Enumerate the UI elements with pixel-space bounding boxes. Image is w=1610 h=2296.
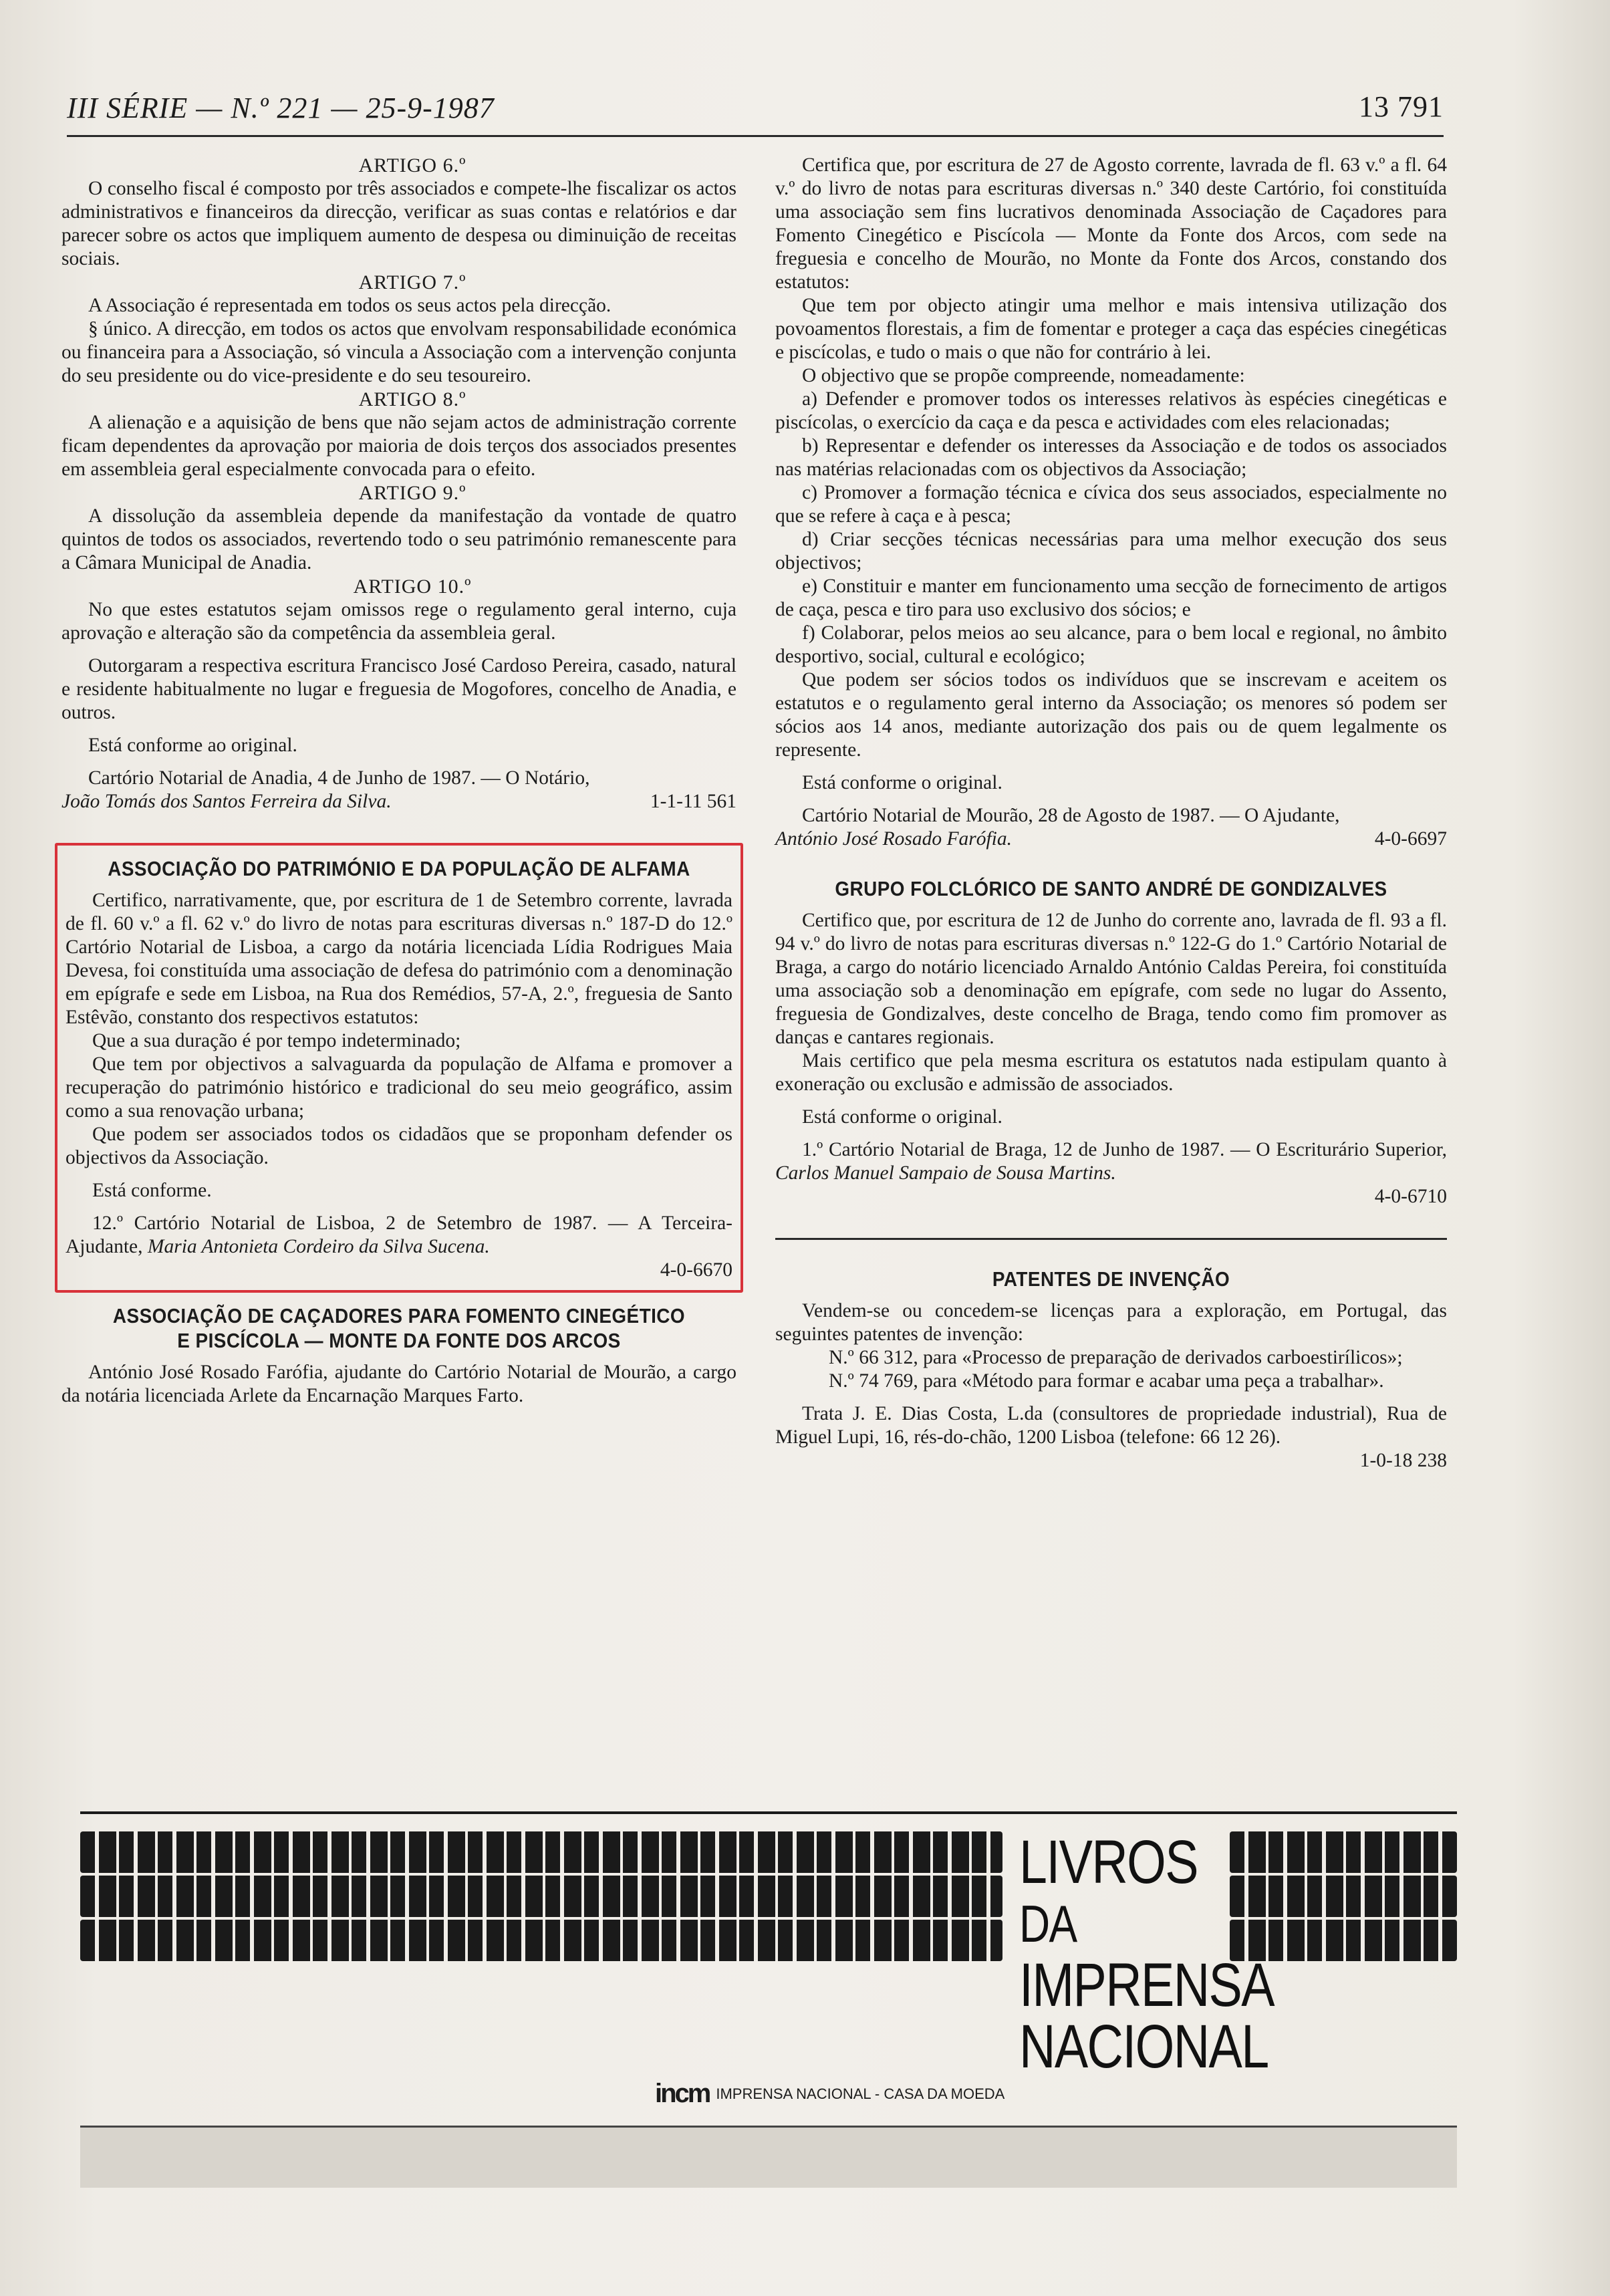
reference-code: 1-1-11 561 xyxy=(650,791,736,812)
patentes-ref: 1-0-18 238 xyxy=(1359,1450,1447,1471)
footer-rule xyxy=(80,1811,1457,1814)
page-header xyxy=(67,87,1444,137)
publisher-logo xyxy=(655,2079,1029,2109)
section-divider xyxy=(775,1238,1447,1240)
article-9-title: ARTIGO 9.º xyxy=(358,482,466,504)
alfama-cartorio-text: 12.º Cartório Notarial de Lisboa, 2 de Setembro de 1987. — A Terceira-Ajudante, xyxy=(65,1213,732,1257)
article-10-text: No que estes estatutos sejam omissos rege o regulamento geral interno, cuja aprovação e alteração são da competência da assembleia geral. xyxy=(61,599,736,644)
patentes-paragraph: Vendem-se ou concedem-se licenças para a exploração, em Portugal, das seguintes patentes de invenção: xyxy=(775,1300,1447,1345)
cacadores-heading-line: ASSOCIAÇÃO DE CAÇADORES PARA FOMENTO CINEGÉTICO xyxy=(112,1304,686,1327)
alfama-notice xyxy=(55,843,743,1293)
banner-title xyxy=(1019,1828,1326,2081)
imprensa-nacional-banner xyxy=(80,1828,1457,2108)
banner-title-line: IMPRENSA xyxy=(1019,1951,1274,2019)
page-footer-bar xyxy=(80,2126,1457,2188)
cacadores-heading-line: E PISCÍCOLA — MONTE DA FONTE DOS ARCOS xyxy=(177,1329,621,1352)
patentes-heading: PATENTES DE INVENÇÃO xyxy=(992,1267,1230,1291)
article-7-title: ARTIGO 7.º xyxy=(358,271,466,293)
alfama-conforme: Está conforme. xyxy=(92,1180,212,1201)
article-9-text: A dissolução da assembleia depende da manifestação da vontade de quatro quintos de todos os associados, revertendo todo o seu património remanescente para a Câmara Municipal de Anadia. xyxy=(61,505,736,573)
logo-pattern-band xyxy=(80,1876,1002,1917)
alfama-paragraph: Que podem ser associados todos os cidadãos que se proponham defender os objectivos da Associação. xyxy=(65,1124,732,1168)
alfama-signer: Maria Antonieta Cordeiro da Silva Sucena. xyxy=(147,1236,490,1257)
article-6-title: ARTIGO 6.º xyxy=(358,154,466,176)
alfama-paragraph: Que tem por objectivos a salvaguarda da população de Alfama e promover a recuperação do património histórico e tradicional do seu meio geográfico, assim como a sua renovação urbana; xyxy=(65,1053,732,1122)
publisher-name: IMPRENSA NACIONAL - CASA DA MOEDA xyxy=(716,2085,1005,2102)
cacadores-signer: António José Rosado Farófia. xyxy=(775,828,1012,850)
banner-title-line: NACIONAL xyxy=(1019,2013,1268,2081)
cacadores-cert-paragraph: O objectivo que se propõe compreende, nomeadamente: xyxy=(802,365,1245,386)
cartorio-text: Cartório Notarial de Anadia, 4 de Junho de 1987. — O Notário, xyxy=(88,767,590,789)
outorga-text: Outorgaram a respectiva escritura Francisco José Cardoso Pereira, casado, natural e residente habitualmente no lugar e freguesia de Mogofores, concelho de Anadia, e outros. xyxy=(61,655,736,723)
cacadores-cert-paragraph: Certifica que, por escritura de 27 de Agosto corrente, lavrada de fl. 63 v.º a fl. 64 v.º do livro de notas para escrituras diversas n.º 340 deste Cartório, foi constituída uma associação sem fins lucrativos denominada Associação de Caçadores para Fomento Cinegético e Piscícola — Monte da Fonte dos Arcos, com sede na freguesia e concelho de Mourão, no Monte da Fonte dos Arcos, constando dos estatutos: xyxy=(775,154,1447,293)
patent-item: N.º 66 312, para «Processo de preparação de derivados carboestirílicos»; xyxy=(829,1347,1403,1368)
objective-item: e) Constituir e manter em funcionamento uma secção de fornecimento de artigos de caça, pesca e tiro para uso exclusivo dos sócios; e xyxy=(775,576,1447,620)
gondizalves-conforme: Está conforme o original. xyxy=(802,1106,1002,1128)
reference-code: 4-0-6697 xyxy=(1374,828,1447,850)
signature-line xyxy=(775,827,1447,851)
gondizalves-paragraph: Mais certifico que pela mesma escritura os estatutos nada estipulam quanto à exoneração ou exclusão e admissão de associados. xyxy=(775,1050,1447,1095)
cacadores-cert-paragraph: Que podem ser sócios todos os indivíduos que se inscrevam e aceitem os estatutos e o regulamento geral interno da Associação; os menores só podem ser sócios aos 14 anos, mediante autorização dos pais ou de quem legalmente os represente. xyxy=(775,669,1447,761)
notario-name: João Tomás dos Santos Ferreira da Silva. xyxy=(61,791,392,812)
cacadores-conforme: Está conforme o original. xyxy=(802,772,1002,793)
cacadores-cert-paragraph: Que tem por objecto atingir uma melhor e mais intensiva utilização dos povoamentos florestais, a fim de fomentar e proteger a caça das espécies cinegéticas e piscícolas, e tudo o mais o que não for contrário à lei. xyxy=(775,295,1447,363)
left-column xyxy=(61,154,736,1408)
signature-line xyxy=(61,790,736,813)
article-10-title: ARTIGO 10.º xyxy=(353,576,472,598)
cacadores-heading xyxy=(96,1303,703,1353)
article-7-paragraph: § único. A direcção, em todos os actos que envolvam responsabilidade económica ou financeira para a Associação, só vincula a Associação com a intervenção conjunta do seu presidente ou do vice-presidente e do seu tesoureiro. xyxy=(61,318,736,386)
patent-item: N.º 74 769, para «Método para formar e acabar uma peça a trabalhar». xyxy=(829,1370,1384,1392)
objective-item: b) Representar e defender os interesses da Associação e de todos os associados nas matérias relacionadas com os objectivos da Associação; xyxy=(775,435,1447,480)
article-8-title: ARTIGO 8.º xyxy=(358,388,466,410)
incm-logo-icon: incm xyxy=(655,2079,710,2108)
gondizalves-heading: GRUPO FOLCLÓRICO DE SANTO ANDRÉ DE GONDIZALVES xyxy=(835,877,1387,900)
patentes-contact: Trata J. E. Dias Costa, L.da (consultores de propriedade industrial), Rua de Miguel Lupi, 16, rés-do-chão, 1200 Lisboa (telefone: 66 12 26). xyxy=(775,1403,1447,1448)
conforme-text: Está conforme ao original. xyxy=(88,735,297,756)
page-number: 13 791 xyxy=(1359,90,1444,123)
gondizalves-cartorio xyxy=(775,1138,1447,1185)
banner-title-line: LIVROS xyxy=(1019,1828,1198,1896)
cacadores-paragraph: António José Rosado Farófia, ajudante do Cartório Notarial de Mourão, a cargo da notária licenciada Arlete da Encarnação Marques Farto. xyxy=(61,1362,736,1406)
alfama-ref: 4-0-6670 xyxy=(660,1259,732,1281)
gondizalves-signer: Carlos Manuel Sampaio de Sousa Martins. xyxy=(775,1162,1116,1184)
gondizalves-cartorio-text: 1.º Cartório Notarial de Braga, 12 de Junho de 1987. — O Escriturário Superior, xyxy=(802,1139,1447,1160)
article-7-text: A Associação é representada em todos os seus actos pela direcção. xyxy=(88,295,612,316)
alfama-paragraph: Certifico, narrativamente, que, por escritura de 1 de Setembro corrente, lavrada de fl. 60 v.º a fl. 62 v.º do livro de notas para escrituras diversas n.º 187-D do 12.º Cartório Notarial de Lisboa, a cargo da notária licenciada Lídia Rodrigues Maia Devesa, foi constituída uma associação de defesa do património com a denominação em epígrafe e sede em Lisboa, na Rua dos Remédios, 57-A, 2.º, freguesia de Santo Estêvão, constanto dos respectivos estatutos: xyxy=(65,890,732,1028)
gondizalves-ref: 4-0-6710 xyxy=(1374,1186,1447,1207)
right-column xyxy=(775,154,1447,1473)
cacadores-cartorio: Cartório Notarial de Mourão, 28 de Agosto de 1987. — O Ajudante, xyxy=(802,805,1340,826)
objective-item: f) Colaborar, pelos meios ao seu alcance, para o bem local e regional, no âmbito desportivo, social, cultural e ecológico; xyxy=(775,622,1447,667)
alfama-cartorio xyxy=(65,1212,732,1259)
banner-title-line: DA xyxy=(1019,1894,1077,1953)
gondizalves-paragraph: Certifico que, por escritura de 12 de Junho do corrente ano, lavrada de fl. 93 a fl. 94 v.º do livro de notas para escrituras diversas n.º 122-G do 1.º Cartório Notarial de Braga, a cargo do notário licenciado Arnaldo António Caldas Pereira, foi constituída uma associação sob a denominação em epígrafe, com sede no lugar do Assento, freguesia de Gondizalves, deste concelho de Braga, tendo como fim promover as danças e cantares regionais. xyxy=(775,910,1447,1048)
logo-pattern-band xyxy=(80,1831,1002,1873)
alfama-heading: ASSOCIAÇÃO DO PATRIMÓNIO E DA POPULAÇÃO DE ALFAMA xyxy=(108,857,690,880)
series-label: III SÉRIE — N.º 221 — 25-9-1987 xyxy=(67,92,495,124)
article-6-text: O conselho fiscal é composto por três associados e compete-lhe fiscalizar os actos administrativos e financeiros da direcção, verificar as suas contas e relatórios e dar parecer sobre os actos que impliquem aumento de despesa ou diminuição de receitas sociais. xyxy=(61,178,736,269)
alfama-paragraph: Que a sua duração é por tempo indeterminado; xyxy=(92,1030,461,1051)
logo-pattern-band xyxy=(80,1920,1002,1961)
article-8-text: A alienação e a aquisição de bens que não sejam actos de administração corrente ficam dependentes da aprovação por maioria de dois terços dos associados presentes em assembleia geral especialmente convocada para o efeito. xyxy=(61,412,736,480)
objective-item: a) Defender e promover todos os interesses relativos às espécies cinegéticas e piscícolas, o exercício da caça e da pesca e actividades com eles relacionadas; xyxy=(775,388,1447,433)
objective-item: c) Promover a formação técnica e cívica dos seus associados, especialmente no que se refere à caça e à pesca; xyxy=(775,482,1447,527)
objective-item: d) Criar secções técnicas necessárias para uma melhor execução dos seus objectivos; xyxy=(775,529,1447,573)
